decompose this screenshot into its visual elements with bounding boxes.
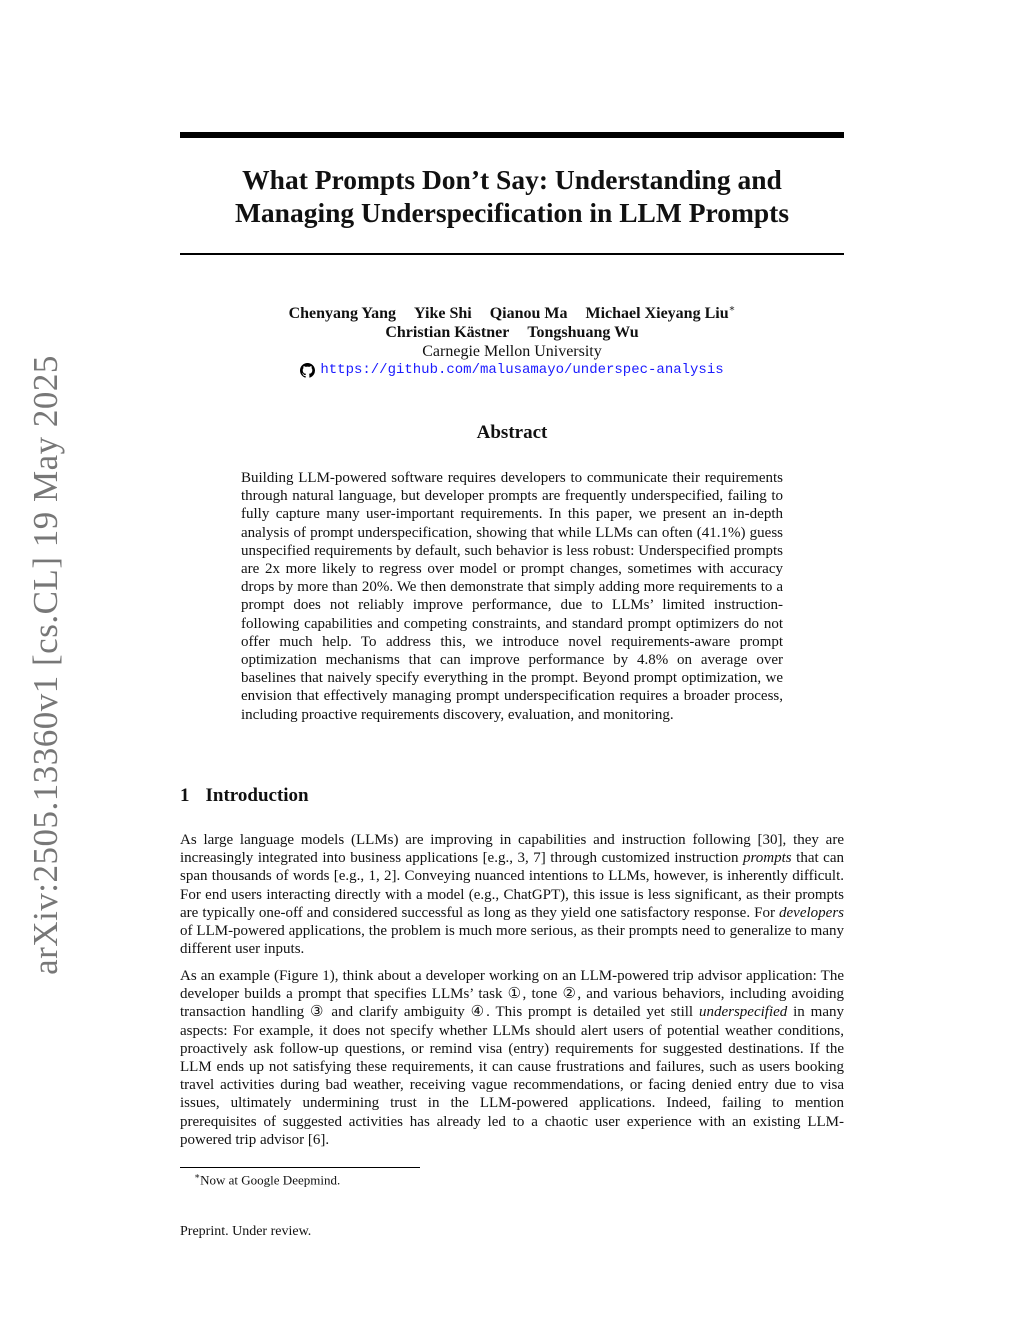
abstract-heading: Abstract — [476, 422, 548, 443]
title-bottom-rule — [180, 253, 844, 255]
github-icon — [300, 363, 315, 378]
author-footnote-mark: ∗ — [728, 304, 736, 315]
arxiv-identifier-text: arXiv:2505.13360v1 [cs.CL] 19 May 2025 — [26, 355, 65, 975]
abstract-body: Building LLM-powered software requires developers to communicate their requirements through natural language, but developer prompts are frequently underspecified, failing to fully capture many user-important requirements. In this paper, we present an in-depth analysis of prompt underspecification, showing that while LLMs can often (41.1%) guess unspecified requirements by default, such behavior is less robust: Underspecified prompts are 2x more likely to regress over model or prompt changes, sometimes with accuracy drops by more than 20%. We then demonstrate that simply adding more requirements to a prompt does not reliably improve performance, due to LLMs’ limited instruction-following capabilities and competing constraints, and standard prompt optimizers do not offer much help. To address this, we introduce novel requirements-aware prompt optimization mechanisms that can improve performance by 4.8% on average over baselines that naively specify everything in the prompt. Beyond prompt optimization, we envision that effectively managing prompt underspecification requires a broader process, including proactive requirements discovery, evaluation, and monitoring. — [241, 470, 783, 723]
author-name: Christian Kästner — [385, 324, 510, 342]
section-number: 1 — [180, 785, 190, 806]
author-name: Tongshuang Wu — [527, 324, 639, 342]
title-line-2: Managing Underspecification in LLM Prompts — [234, 197, 790, 228]
section-heading-introduction — [180, 785, 309, 807]
author-block — [180, 300, 844, 383]
title-line-1: What Prompts Don’t Say: Understanding and — [242, 164, 782, 195]
author-row-2 — [180, 323, 844, 342]
author-name: Michael Xieyang Liu∗ — [585, 304, 736, 323]
emphasis-developers: developers — [779, 904, 844, 921]
section-title: Introduction — [205, 785, 309, 806]
affiliation: Carnegie Mellon University — [422, 343, 602, 361]
intro-paragraph-2: As an example (Figure 1), think about a developer working on an LLM-powered trip advisor application: The developer builds a prompt that specifies LLMs’ task ①, tone ②, and various behaviors, including avoiding transaction handling ③ and clarify ambiguity ④. This prompt is detailed yet still underspecified in many aspects: For example, it does not specify whether LLMs should alert users of potential weather conditions, proactively ask follow-up questions, or remind visa (entry) requirements for suggested destinations. If the LLM ends up not satisfying these requirements, it can cause frustrations and failures, such as users booking travel activities during bad weather, receiving vague recommendations, or facing denied entry due to visa issues, ultimately undermining trust in the LLM-powered applications. Indeed, failing to mention prerequisites of suggested activities has already led to a chaotic user experience with an existing LLM-powered trip advisor [6]. — [180, 968, 844, 1148]
author-name: Qianou Ma — [489, 305, 568, 323]
emphasis-underspecified: underspecified — [698, 1004, 788, 1021]
emphasis-prompts: prompts — [743, 850, 792, 867]
preprint-footer: Preprint. Under review. — [180, 1224, 312, 1239]
footnote — [194, 1171, 340, 1188]
author-row-1 — [180, 300, 844, 323]
footnote-rule — [180, 1167, 420, 1168]
footnote-mark: ∗ — [194, 1171, 201, 1181]
author-name: Yike Shi — [414, 305, 472, 323]
intro-paragraph-1: As large language models (LLMs) are improving in capabilities and instruction following [30], they are increasingly integrated into business applications [e.g., 3, 7] through customized instruction prompts that can span thousands of words [e.g., 1, 2]. Conveying nuanced intentions to LLMs, however, is inherently difficult. For end users interacting directly with a model (e.g., ChatGPT), this issue is less significant, as their prompts are typically one-off and considered successful as long as they yield one satisfactory response. For developers of LLM-powered applications, the problem is much more serious, as their prompts need to generalize to many different user inputs. — [180, 832, 845, 958]
author-name: Chenyang Yang — [288, 305, 397, 323]
github-url[interactable]: https://github.com/malusamayo/underspec-analysis — [320, 362, 724, 379]
footnote-text: Now at Google Deepmind. — [200, 1172, 341, 1188]
paper-title — [180, 163, 844, 229]
github-link[interactable] — [300, 361, 723, 380]
arxiv-side-identifier — [26, 355, 66, 975]
title-top-rule — [180, 132, 844, 138]
